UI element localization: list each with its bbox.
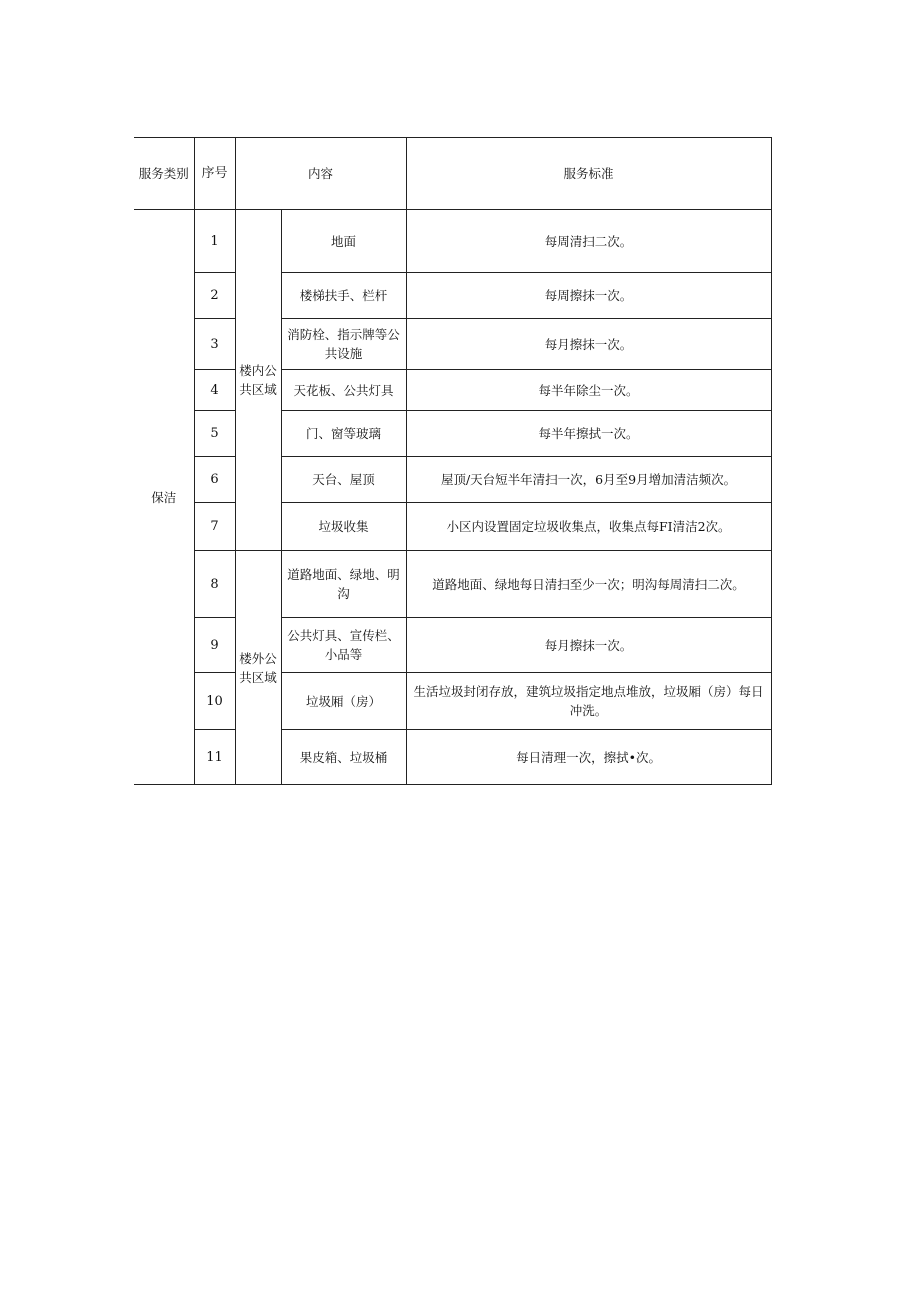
standard-cell: 每周清扫二次。 xyxy=(406,210,771,273)
service-standard-table xyxy=(134,137,772,785)
table-row xyxy=(134,370,771,411)
content-cell: 门、窗等玻璃 xyxy=(281,411,406,457)
content-cell: 地面 xyxy=(281,210,406,273)
table-row xyxy=(134,457,771,503)
standard-cell: 每周擦抹一次。 xyxy=(406,273,771,319)
table-row xyxy=(134,551,771,618)
category-cell: 保洁 xyxy=(134,210,194,785)
header-seq: 序号 xyxy=(194,138,235,210)
header-category: 服务类别 xyxy=(134,138,194,210)
table-row xyxy=(134,411,771,457)
table-row xyxy=(134,210,771,273)
seq-cell: 10 xyxy=(194,673,235,730)
seq-cell: 11 xyxy=(194,730,235,785)
seq-cell: 4 xyxy=(194,370,235,411)
content-cell: 消防栓、指示牌等公共设施 xyxy=(281,319,406,370)
header-content: 内容 xyxy=(235,138,406,210)
seq-cell: 5 xyxy=(194,411,235,457)
standard-cell: 道路地面、绿地每日清扫至少一次；明沟每周清扫二次。 xyxy=(406,551,771,618)
seq-cell: 1 xyxy=(194,210,235,273)
standard-cell: 屋顶/天台短半年清扫一次，6月至9月增加清洁频次。 xyxy=(406,457,771,503)
content-cell: 楼梯扶手、栏杆 xyxy=(281,273,406,319)
content-cell: 垃圾厢（房） xyxy=(281,673,406,730)
content-cell: 道路地面、绿地、明沟 xyxy=(281,551,406,618)
content-cell: 天台、屋顶 xyxy=(281,457,406,503)
area-cell-outdoor: 楼外公共区域 xyxy=(235,551,281,785)
header-standard: 服务标准 xyxy=(406,138,771,210)
seq-cell: 9 xyxy=(194,618,235,673)
seq-cell: 8 xyxy=(194,551,235,618)
content-cell: 天花板、公共灯具 xyxy=(281,370,406,411)
standard-cell: 每月擦抹一次。 xyxy=(406,618,771,673)
seq-cell: 3 xyxy=(194,319,235,370)
area-cell-indoor: 楼内公共区域 xyxy=(235,210,281,551)
header-row xyxy=(134,138,771,210)
table-row xyxy=(134,730,771,785)
content-cell: 垃圾收集 xyxy=(281,503,406,551)
standard-cell: 生活垃圾封闭存放，建筑垃圾指定地点堆放，垃圾厢（房）每日冲洗。 xyxy=(406,673,771,730)
standard-cell: 每月擦抹一次。 xyxy=(406,319,771,370)
standard-cell: 每半年擦拭一次。 xyxy=(406,411,771,457)
seq-cell: 2 xyxy=(194,273,235,319)
standard-cell: 小区内设置固定垃圾收集点，收集点每FI清洁2次。 xyxy=(406,503,771,551)
content-cell: 公共灯具、宣传栏、小品等 xyxy=(281,618,406,673)
content-cell: 果皮箱、垃圾桶 xyxy=(281,730,406,785)
seq-cell: 7 xyxy=(194,503,235,551)
table-row xyxy=(134,673,771,730)
standard-cell: 每半年除尘一次。 xyxy=(406,370,771,411)
seq-cell: 6 xyxy=(194,457,235,503)
table-row xyxy=(134,319,771,370)
standard-cell: 每日清理一次，擦拭•次。 xyxy=(406,730,771,785)
table-row xyxy=(134,273,771,319)
table-row xyxy=(134,503,771,551)
table-row xyxy=(134,618,771,673)
